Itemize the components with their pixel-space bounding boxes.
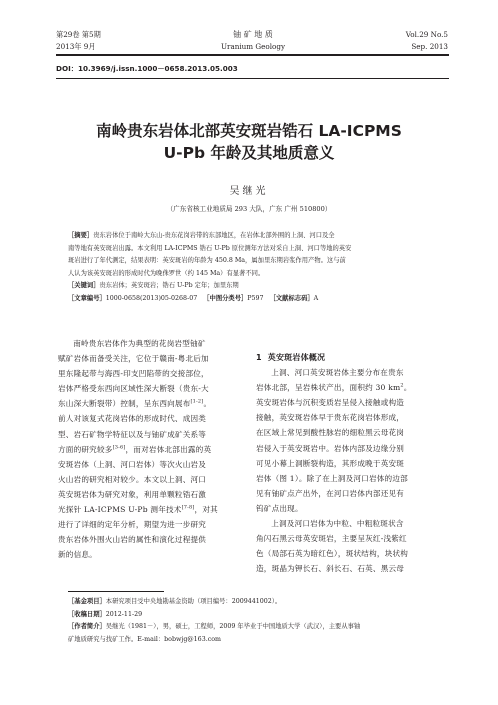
abstract-line: 南等地有英安斑岩出露。本文利用 LA-ICPMS 锆石 U-Pb 原位测年方法对采自上洞、河口等地的英安 [68,244,352,252]
document-code: A [313,294,319,302]
author-bio-note [68,621,446,634]
article-title-line1: 南岭贵东岩体北部英安斑岩锆石 LA-ICPMS [96,122,402,140]
document-code-label: ［文献标志码］ [269,294,314,302]
author-bio-continued: 矿地质研究与找矿工作。E-mail：bobwjg@163.com [68,635,221,643]
author-affiliation: （广东省核工业地质局 293 大队，广东 广州 510800） [166,205,332,213]
body-line: 英安斑岩体与沉积变质岩呈侵入接触或构造 [256,398,405,408]
body-text: ，对其 [194,505,218,515]
body-line: 贵东岩体外围火山岩的属性和演化过程提供 [58,535,207,545]
citation: [1-2] [190,398,204,405]
body-line: 接触，英安斑岩体早于贵东花岗岩体形成， [256,413,405,423]
section-number: 1 [256,353,262,362]
abstract-text: 贵东岩体位于南岭大东山-贵东花岗岩带的东部地区，在岩体北部外围的上洞、河口及全 [93,232,335,239]
author-bio-text: 吴继光（1981－），男，硕士，工程师，2009 年毕业于中国地质大学（武汉），主要从事铀 [105,623,361,630]
received-label: ［收稿日期］ [68,610,106,618]
body-line: 进行了详细的定年分析，期望为进一步研究 [58,520,207,530]
keywords-label: ［关键词］ [68,282,100,290]
abstract-line [68,230,436,243]
footnotes [68,596,446,646]
article-number-label: ［文章编号］ [68,294,106,302]
header-volume-en: Vol.29 No.5 [405,30,448,39]
body-line: 安斑岩体（上洞、河口岩体）等次火山岩及 [58,459,207,469]
body-right-column [256,350,448,576]
header-journal-en: Uranium Geology [220,42,286,51]
body-line: 岩侵入于英安斑岩中。岩体内部及边缘分别 [256,443,405,453]
body-text: 。 [203,399,212,409]
body-line: 火山岩的研究相对较少。本文以上洞、河口 [58,474,207,484]
abstract [68,230,436,306]
fund-label: ［基金项目］ [68,598,106,605]
keywords-line [68,280,436,293]
citation: [7-8] [181,504,195,511]
section-heading [256,350,448,365]
body-text: 。 [403,383,412,393]
abstract-line: 人认为该英安斑岩的形成时代为晚侏罗世（约 145 Ma）有显著不同。 [68,269,265,277]
body-line: 新的信息。 [58,550,97,560]
abstract-label: ［摘要］ [68,232,94,239]
body-line [58,396,244,411]
body-line: 上洞、河口英安斑岩体主要分布在贵东 [271,368,404,378]
body-text: ，而对岩体北部出露的英 [125,444,212,454]
abstract-line: 斑岩进行了年代测定，结果表明：英安斑岩的年龄为 450.8 Ma，属加里东期岩浆作用产物。这与前 [68,257,346,265]
author-bio-label: ［作者简介］ [68,623,106,630]
footnote-rule [68,591,164,592]
body-line: 岩体（图 1）。除了在上洞及河口岩体的边部 [256,473,408,483]
body-line: 上洞及河口岩体为中粒、中粗粒斑状含 [271,519,404,529]
body-text: 东山深大断裂带）控制，呈东西向展布 [58,399,191,409]
body-line [58,502,244,517]
body-line [58,442,244,457]
body-line: 钨矿点出现。 [256,503,303,513]
keywords-text: 贵东岩体；英安斑岩；锆石 U-Pb 定年；加里东期 [99,282,239,290]
classification-line [68,293,436,306]
body-text: 光探针 LA-ICPMS U-Pb 测年技术 [58,505,182,515]
author-name: 吴继光 [229,186,269,197]
section-title: 英安斑岩体概况 [267,353,326,362]
body-line: 见有铀矿点产出外，在河口岩体内部还见有 [256,488,405,498]
header-journal-cn: 铀 矿 地 质 [233,30,273,39]
superscript: 2 [400,382,404,389]
body-line: 可见小幕上洞断裂构造，其形成晚于英安斑 [256,458,405,468]
body-line: 英安斑岩体为研究对象，利用单颗粒锆石激 [58,489,207,499]
body-text: 岩体北部，呈岩株状产出，面积约 30 km [256,383,401,393]
citation: [3-6] [112,444,126,451]
body-line: 前人对该复式花岗岩体的形成时代、成因类 [58,414,207,424]
body-line: 色（局部石英为暗红色），斑状结构，块状构 [256,549,409,559]
body-line: 在区域上常见到酸性脉岩的细粒黑云母花岗 [256,428,405,438]
fund-note [68,596,446,609]
body-text: 方面的研究较多 [58,444,113,454]
body-line: 造，斑晶为钾长石、斜长石、石英、黑云母 [256,564,405,574]
body-line: 里东隆起带与海西-印支凹陷带的交接部位， [58,369,209,379]
body-line: 角闪石黑云母英安斑岩，主要呈灰红-浅紫红 [256,534,407,544]
header-year-cn: 2013年 9月 [56,42,96,51]
body-left-column [58,336,244,562]
body-line: 南岭贵东岩体作为典型的花岗岩型铀矿 [73,339,206,348]
fund-text: 本研究项目受中央地勘基金资助（项目编号：2009441002）。 [105,598,282,605]
body-line: 赋矿岩体而备受关注，它位于赣南-粤北后加 [58,354,209,364]
header-rule [56,54,449,56]
article-title-line2: U-Pb 年龄及其地质意义 [163,144,335,162]
clc-number: P597 [247,294,264,302]
header-date-en: Sep. 2013 [411,42,448,51]
article-number: 1000-0658(2013)05-0268-07 [105,294,198,302]
received-date: 2012-11-29 [105,610,143,618]
body-line [256,380,448,395]
received-note [68,609,446,622]
header-volume-cn: 第29卷 第5期 [56,30,101,39]
doi-rule [56,78,449,79]
body-line: 型、岩石矿物学特征以及与铀矿成矿关系等 [58,429,207,439]
clc-label: ［中图分类号］ [203,294,248,302]
doi: DOI：10.3969/j.issn.1000－0658.2013.05.003 [56,64,238,73]
body-line: 岩体严格受东西向区域性深大断裂（贵东-大 [58,384,209,394]
